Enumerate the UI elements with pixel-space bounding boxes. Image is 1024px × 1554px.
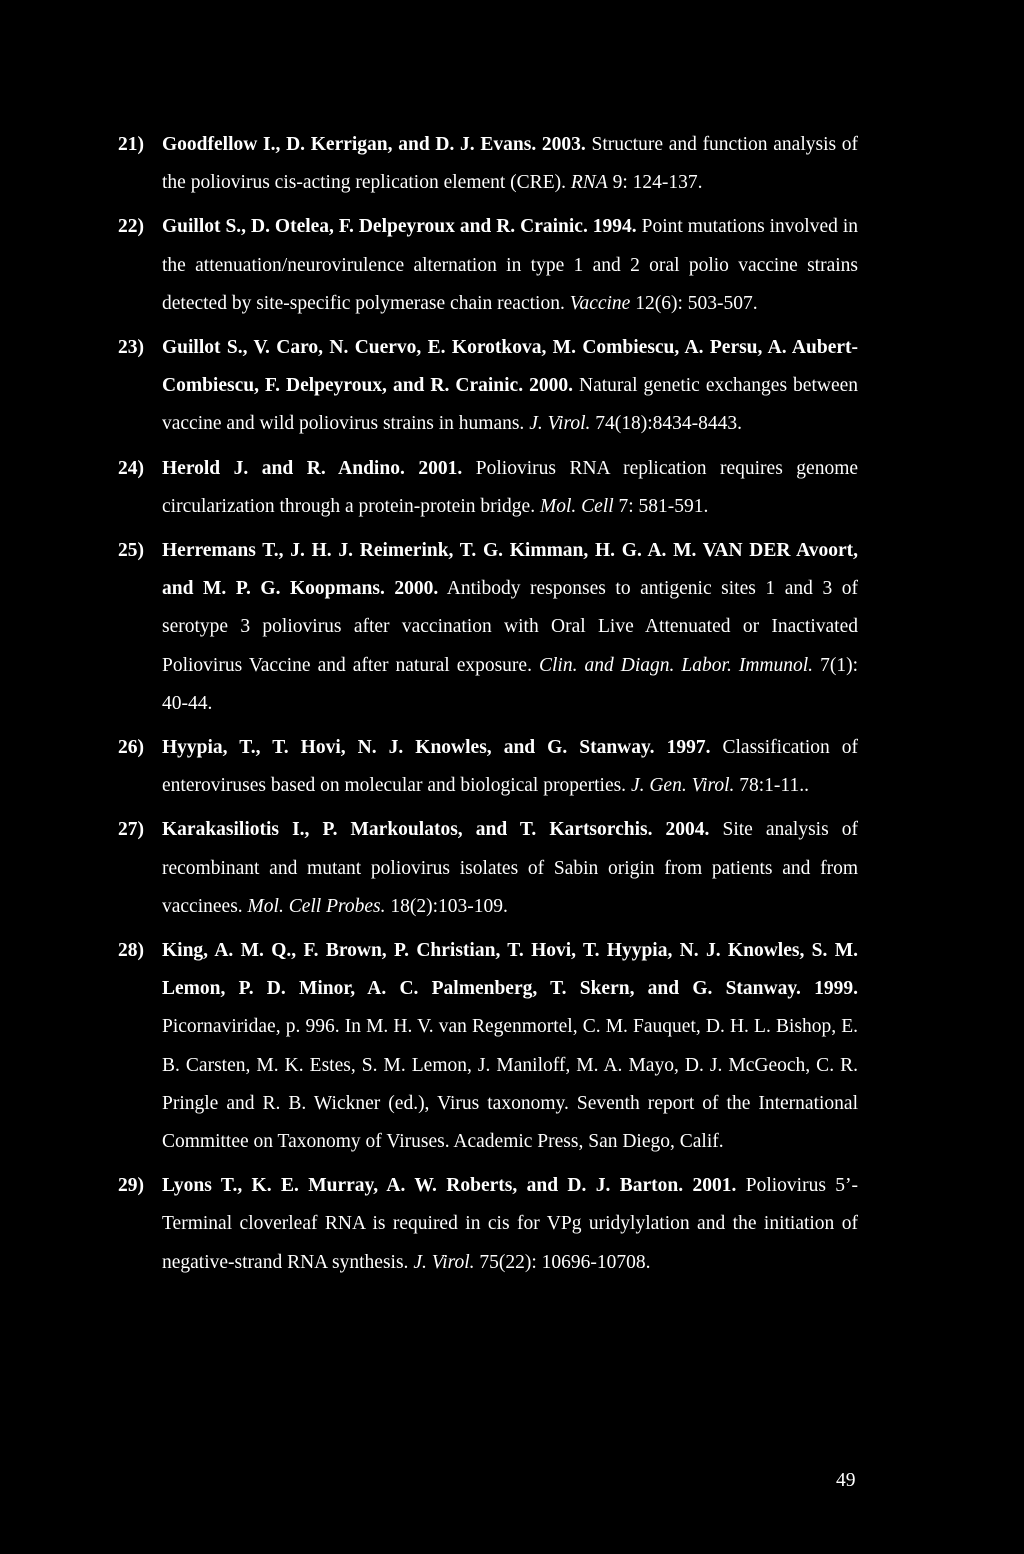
reference-title: Point mutations involved in the attenuation/neurovirulence alternation in type 1 and 2 oral polio vaccine strains detected by site-specific polymerase chain reaction. xyxy=(162,216,858,314)
reference-volume-pages: 18(2):103-109. xyxy=(390,895,508,917)
reference-volume-pages: 74(18):8434-8443. xyxy=(595,413,743,435)
reference-29 xyxy=(118,1167,858,1282)
reference-journal: J. Virol. xyxy=(413,1251,475,1273)
reference-authors: King, A. M. Q., F. Brown, P. Christian, T. Hovi, T. Hyypia, N. J. Knowles, S. M. Lemon, P. D. Minor, A. C. Palmenberg, T. Skern, and G. Stanway. xyxy=(162,940,858,1000)
reference-title: Poliovirus RNA replication requires genome circularization through a protein-protein bridge. xyxy=(162,457,859,517)
reference-authors: Guillot S., D. Otelea, F. Delpeyroux and R. Crainic. xyxy=(162,216,588,238)
reference-journal: Vaccine xyxy=(569,292,631,314)
reference-volume-pages: 9: 124-137. xyxy=(612,172,703,194)
reference-number: 25) xyxy=(118,540,144,562)
reference-authors: Lyons T., K. E. Murray, A. W. Roberts, and D. J. Barton. xyxy=(162,1175,684,1197)
reference-number: 26) xyxy=(118,737,144,759)
reference-year: 1997. xyxy=(666,737,711,759)
reference-authors: Goodfellow I., D. Kerrigan, and D. J. Evans. xyxy=(162,134,537,155)
reference-title: Site analysis of recombinant and mutant poliovirus isolates of Sabin origin from patients and from vaccinees. xyxy=(162,819,858,917)
reference-title: Structure and function analysis of the poliovirus cis-acting replication element (CRE). xyxy=(162,134,859,194)
reference-authors: Karakasiliotis I., P. Markoulatos, and T. Kartsorchis. xyxy=(162,819,653,841)
reference-journal: J. Virol. xyxy=(529,413,591,435)
reference-23 xyxy=(118,329,858,444)
reference-number: 28) xyxy=(118,940,144,962)
reference-title: Classification of enteroviruses based on molecular and biological properties. xyxy=(162,737,859,797)
reference-number: 22) xyxy=(118,216,144,238)
reference-number: 27) xyxy=(118,819,144,841)
reference-authors: Hyypia, T., T. Hovi, N. J. Knowles, and G. Stanway. xyxy=(162,737,655,759)
reference-25 xyxy=(118,532,858,723)
page-number: 49 xyxy=(836,1470,856,1491)
reference-number: 24) xyxy=(118,457,144,479)
reference-27 xyxy=(118,811,858,926)
reference-authors: Herremans T., J. H. J. Reimerink, T. G. Kimman, H. G. A. M. VAN DER Avoort, and M. P. G. Koopmans. xyxy=(162,540,858,600)
reference-volume-pages: 7(1): 40-44. xyxy=(162,654,858,714)
reference-title: Antibody responses to antigenic sites 1 and 3 of serotype 3 poliovirus after vaccination with Oral Live Attenuated or Inactivated Poliovirus Vaccine and after natural exposure. xyxy=(162,578,859,676)
reference-title: Poliovirus 5’-Terminal cloverleaf RNA is required in cis for VPg uridylylation and the initiation of negative-strand RNA synthesis. xyxy=(162,1175,859,1273)
reference-volume-pages: 75(22): 10696-10708. xyxy=(479,1251,651,1273)
reference-year: 2001. xyxy=(692,1175,737,1197)
reference-title: Natural genetic exchanges between vaccine and wild poliovirus strains in humans. xyxy=(162,375,859,435)
reference-journal: RNA xyxy=(570,172,608,194)
reference-volume-pages: 78:1-11.. xyxy=(739,775,809,797)
reference-journal: Clin. and Diagn. Labor. Immunol. xyxy=(539,654,814,676)
reference-journal: Mol. Cell xyxy=(539,495,614,517)
reference-year: 1999. xyxy=(814,978,858,1000)
reference-year: 2000. xyxy=(529,375,573,397)
reference-authors: Herold J. and R. Andino. xyxy=(162,457,405,479)
reference-number: 21) xyxy=(118,134,144,155)
reference-number: 29) xyxy=(118,1175,144,1197)
reference-26 xyxy=(118,729,858,805)
reference-year: 2004. xyxy=(665,819,710,841)
reference-24 xyxy=(118,450,858,526)
reference-volume-pages: 7: 581-591. xyxy=(618,495,709,517)
reference-journal: J. Gen. Virol. xyxy=(630,775,735,797)
reference-22 xyxy=(118,208,858,323)
reference-year: 2000. xyxy=(394,578,439,600)
reference-year: 1994. xyxy=(592,216,637,238)
reference-list xyxy=(118,126,858,1288)
reference-journal: Mol. Cell Probes. xyxy=(247,895,386,917)
reference-21 xyxy=(118,126,858,202)
reference-volume-pages: 12(6): 503-507. xyxy=(635,292,758,314)
reference-28 xyxy=(118,932,858,1161)
reference-authors: Guillot S., V. Caro, N. Cuervo, E. Korotkova, M. Combiescu, A. Persu, A. Aubert- Combiescu, F. Delpeyroux, and R. Crainic. xyxy=(162,337,858,397)
reference-year: 2001. xyxy=(418,457,463,479)
reference-year: 2003. xyxy=(541,134,586,155)
reference-number: 23) xyxy=(118,337,144,359)
reference-title: Picornaviridae, p. 996. In M. H. V. van Regenmortel, C. M. Fauquet, D. H. L. Bishop, E. B. Carsten, M. K. Estes, S. M. Lemon, J. Maniloff, M. A. Mayo, D. J. McGeoch, C. R. Pringle and R. B. Wickner (ed.), Virus taxonomy. Seventh report of the International Committee on Taxonomy of Viruses. Academic Press, San Diego, Calif. xyxy=(162,1016,858,1153)
